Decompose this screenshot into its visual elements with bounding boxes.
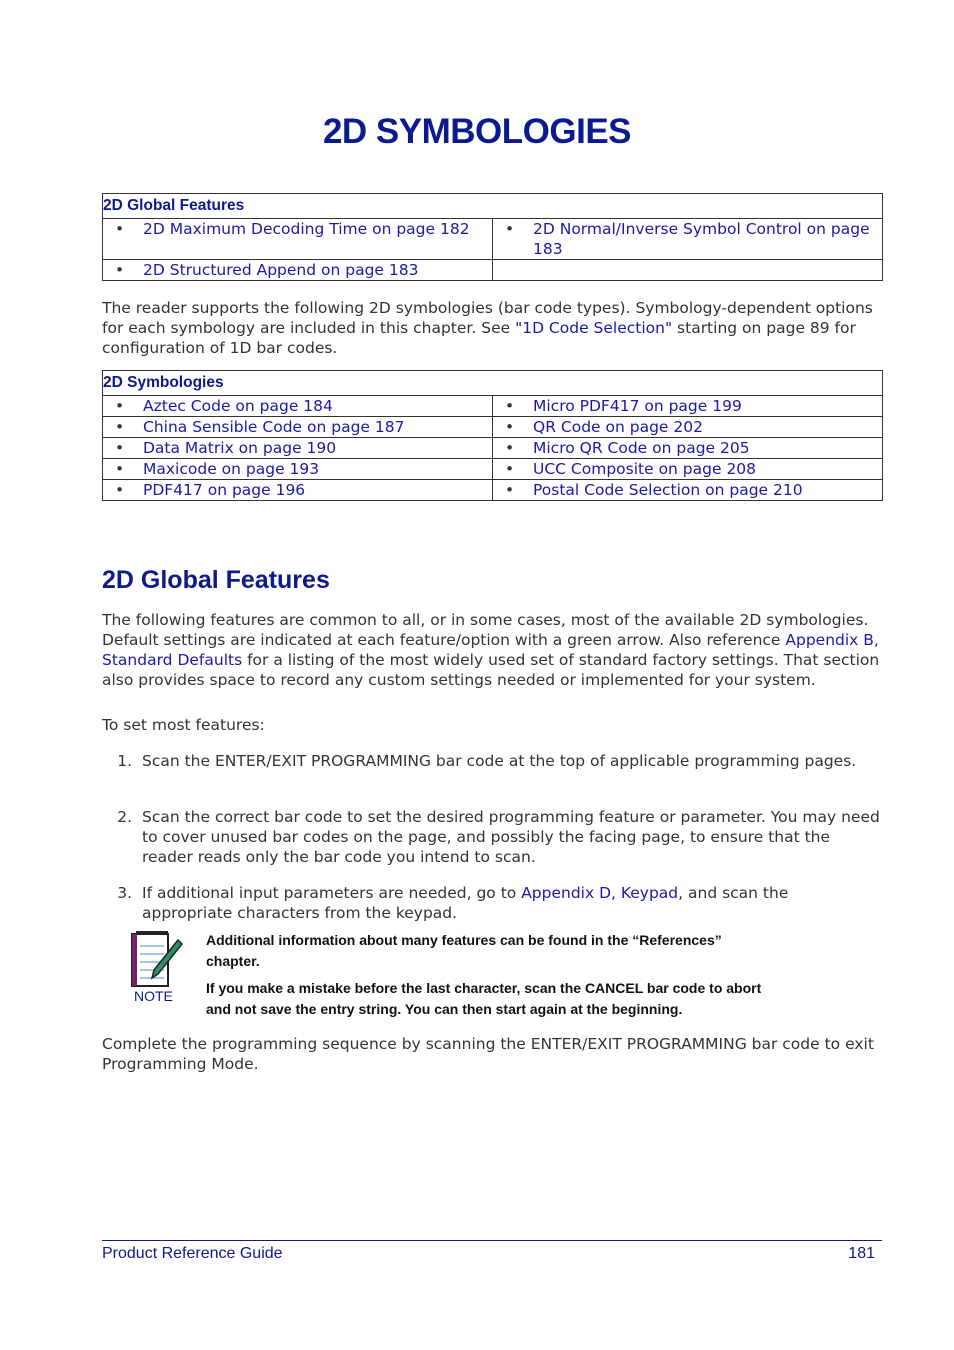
bullet: • bbox=[115, 439, 125, 457]
link-appendix-b[interactable]: Appendix B, Standard Defaults bbox=[102, 631, 879, 669]
bullet: • bbox=[115, 481, 125, 499]
link-aztec[interactable]: Aztec Code on page 184 bbox=[143, 397, 333, 415]
symbologies-table bbox=[102, 370, 883, 501]
note-icon bbox=[128, 928, 184, 1008]
bullet: • bbox=[115, 220, 125, 238]
link-maxicode[interactable]: Maxicode on page 193 bbox=[143, 460, 320, 478]
link-1d-code-selection[interactable]: "1D Code Selection" bbox=[515, 319, 673, 337]
bullet: • bbox=[115, 418, 125, 436]
link-pdf417[interactable]: PDF417 on page 196 bbox=[143, 481, 306, 499]
note-text-1: Additional information about many features can be found in the “References” chapter. bbox=[206, 932, 722, 969]
global-features-table bbox=[102, 193, 883, 281]
table-header: 2D Global Features bbox=[103, 194, 883, 219]
footer-guide-title: Product Reference Guide bbox=[102, 1245, 283, 1262]
bullet: • bbox=[505, 481, 515, 499]
bullet: • bbox=[505, 397, 515, 415]
list-item: 3. If additional input parameters are needed, go to Appendix D, Keypad, and scan the appropriate characters from the keypad. bbox=[117, 884, 789, 922]
footer-divider bbox=[102, 1240, 882, 1241]
link-normal-inverse-control[interactable]: 2D Normal/Inverse Symbol Control on page 183 bbox=[533, 220, 870, 258]
list-item: 1. Scan the ENTER/EXIT PROGRAMMING bar code at the top of applicable programming pages. bbox=[117, 752, 857, 770]
bullet: • bbox=[505, 460, 515, 478]
link-data-matrix[interactable]: Data Matrix on page 190 bbox=[143, 439, 337, 457]
link-qr-code[interactable]: QR Code on page 202 bbox=[533, 418, 703, 436]
link-china-sensible[interactable]: China Sensible Code on page 187 bbox=[143, 418, 405, 436]
intro-paragraph: The reader supports the following 2D symbologies (bar code types). Symbology-dependent options for each symbology are included in this chapter. See "1D Code Selection" starting on page 89 for configuration of 1D bar codes. bbox=[102, 299, 873, 357]
bullet: • bbox=[115, 460, 125, 478]
link-postal-code[interactable]: Postal Code Selection on page 210 bbox=[533, 481, 803, 499]
page-title: 2D SYMBOLOGIES bbox=[322, 112, 632, 151]
notepad-pencil-icon bbox=[128, 928, 184, 990]
bullet: • bbox=[115, 397, 125, 415]
note-label: NOTE bbox=[134, 988, 173, 1004]
bullet: • bbox=[505, 418, 515, 436]
bullet: • bbox=[505, 220, 515, 238]
link-structured-append[interactable]: 2D Structured Append on page 183 bbox=[143, 261, 419, 279]
page-number: 181 bbox=[848, 1245, 875, 1262]
link-micro-pdf417[interactable]: Micro PDF417 on page 199 bbox=[533, 397, 742, 415]
section-heading: 2D Global Features bbox=[102, 566, 330, 594]
link-appendix-d[interactable]: Appendix D, Keypad bbox=[521, 884, 679, 902]
list-item: 2. Scan the correct bar code to set the desired programming feature or parameter. You may need to cover unused bar codes on the page, and possibly the facing page, to ensure that the reader reads only the bar code you intend to scan. bbox=[117, 808, 880, 866]
table-header: 2D Symbologies bbox=[103, 371, 883, 396]
bullet: • bbox=[115, 261, 125, 279]
section-paragraph: The following features are common to all, or in some cases, most of the available 2D symbologies. Default settings are indicated at each feature/option with a green arrow. Also reference Appendix B, Standard Defaults for a listing of the most widely used set of standard factory settings. That section also provides space to record any custom settings needed or implemented for your system. bbox=[102, 611, 880, 689]
link-ucc-composite[interactable]: UCC Composite on page 208 bbox=[533, 460, 757, 478]
bullet: • bbox=[505, 439, 515, 457]
note-text-2: If you make a mistake before the last character, scan the CANCEL bar code to abort and not save the entry string. You can then start again at the beginning. bbox=[206, 980, 762, 1017]
empty-cell bbox=[493, 260, 883, 281]
link-micro-qr[interactable]: Micro QR Code on page 205 bbox=[533, 439, 750, 457]
link-max-decoding-time[interactable]: 2D Maximum Decoding Time on page 182 bbox=[143, 220, 470, 238]
closing-paragraph: Complete the programming sequence by scanning the ENTER/EXIT PROGRAMMING bar code to exit Programming Mode. bbox=[102, 1035, 874, 1073]
to-set-text: To set most features: bbox=[102, 716, 265, 734]
